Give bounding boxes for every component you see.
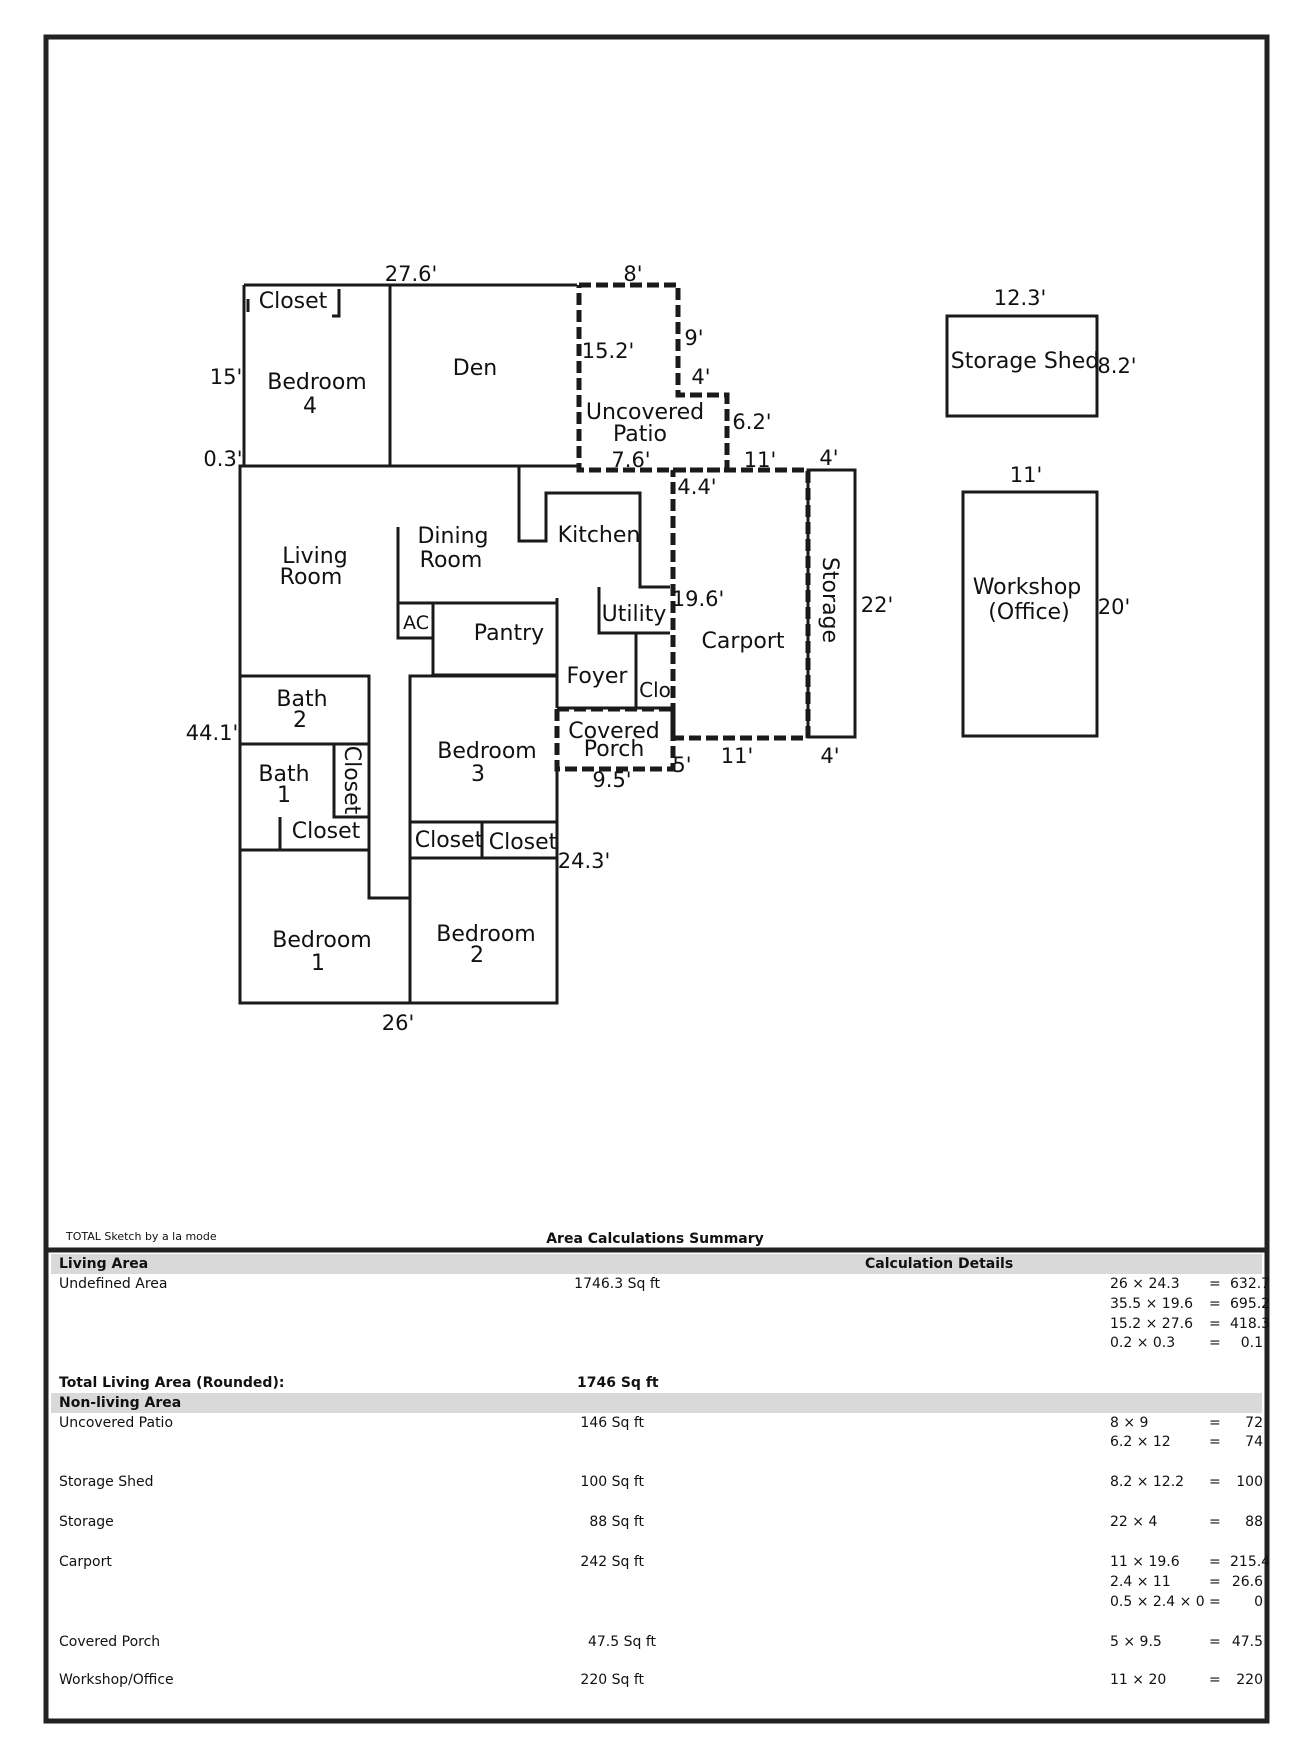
- closet-bath1-label: Closet: [291, 819, 361, 844]
- total-living-label: Total Living Area (Rounded):: [59, 1375, 285, 1391]
- dim-left-step: 0.3': [203, 447, 243, 471]
- calc-expr: 5 × 9.5: [1110, 1634, 1162, 1650]
- calc-eq: =: [1209, 1474, 1221, 1490]
- foyer-label: Foyer: [566, 664, 628, 689]
- porch-row-area: 47.5 Sq ft: [587, 1634, 656, 1650]
- calc-eq: =: [1209, 1335, 1221, 1351]
- nonliving-header: Non-living Area: [59, 1395, 182, 1411]
- bedroom1-label: Bedroom: [272, 928, 372, 953]
- calc-eq: =: [1209, 1554, 1221, 1570]
- calc-value: 695.2: [1230, 1296, 1271, 1312]
- calc-eq: =: [1209, 1415, 1221, 1431]
- calc-eq: =: [1209, 1276, 1221, 1292]
- calc-value: 47.5: [1231, 1634, 1263, 1650]
- living-area-header-bar: [51, 1254, 1262, 1274]
- uncovered-patio-label-2: Patio: [613, 422, 667, 447]
- closet-bedroom3-a-label: Closet: [414, 828, 484, 853]
- carport-row-label: Carport: [59, 1554, 112, 1570]
- carport-label: Carport: [701, 629, 785, 654]
- calc-expr: 26 × 24.3: [1110, 1276, 1180, 1292]
- living-room-label-2: Room: [279, 565, 343, 590]
- kitchen-label: Kitchen: [557, 523, 641, 548]
- calc-expr: 35.5 × 19.6: [1110, 1296, 1193, 1312]
- nonliving-header-bar: [51, 1393, 1262, 1413]
- calc-eq: =: [1209, 1634, 1221, 1650]
- calc-eq: =: [1209, 1574, 1221, 1590]
- dim-patio-step: 4': [691, 365, 711, 389]
- storage-row-label: Storage: [59, 1514, 114, 1530]
- uncovered-patio-label: Uncovered: [585, 400, 705, 425]
- bedroom4-label: Bedroom: [267, 370, 367, 395]
- calc-expr: 6.2 × 12: [1110, 1434, 1171, 1450]
- calc-eq: =: [1209, 1434, 1221, 1450]
- porch-row-label: Covered Porch: [59, 1634, 161, 1650]
- dim-left-main: 44.1': [185, 721, 239, 745]
- utility-label: Utility: [601, 602, 667, 627]
- patio-row-label: Uncovered Patio: [59, 1415, 174, 1431]
- closet-bedroom4-label: Closet: [258, 289, 328, 314]
- pantry-label: Pantry: [473, 621, 545, 646]
- storage-row-area: 88 Sq ft: [589, 1514, 644, 1530]
- calc-value: 0.1: [1240, 1335, 1263, 1351]
- calc-expr: 11 × 19.6: [1110, 1554, 1180, 1570]
- dim-shed-top: 12.3': [993, 286, 1047, 310]
- closet-bath1-vertical-label: Closet: [339, 745, 364, 815]
- workshop-label: Workshop: [972, 575, 1082, 600]
- dining-room-label-2: Room: [419, 548, 483, 573]
- page-border: [46, 37, 1271, 1721]
- calc-expr: 8.2 × 12.2: [1110, 1474, 1185, 1490]
- calc-eq: =: [1209, 1296, 1221, 1312]
- calc-value: 0: [1254, 1594, 1263, 1610]
- calc-value: 100: [1236, 1474, 1263, 1490]
- dim-patio-right-lower: 6.2': [732, 410, 772, 434]
- calc-value: 632.7: [1230, 1276, 1271, 1292]
- calc-value: 220: [1236, 1672, 1263, 1688]
- dim-bottom-main: 26': [381, 1011, 415, 1035]
- calc-expr: 15.2 × 27.6: [1110, 1316, 1193, 1332]
- bedroom1-number: 1: [311, 951, 325, 976]
- dim-porch-side: 5': [672, 753, 692, 777]
- dim-storage-bottom: 4': [820, 744, 840, 768]
- calc-expr: 0.5 × 2.4 × 0: [1110, 1594, 1205, 1610]
- dim-top-patio: 8': [623, 262, 643, 286]
- calc-value: 88: [1245, 1514, 1263, 1530]
- living-room-label: Living: [282, 544, 348, 569]
- bedroom3-label: Bedroom: [437, 739, 537, 764]
- bedroom3-number: 3: [471, 762, 485, 787]
- calc-value: 418.3: [1230, 1316, 1271, 1332]
- dim-porch-bottom: 9.5': [592, 768, 632, 792]
- carport-row-area: 242 Sq ft: [580, 1554, 644, 1570]
- workshop-row-area: 220 Sq ft: [580, 1672, 644, 1688]
- den-label: Den: [452, 356, 498, 381]
- clo-label: Clo: [639, 678, 671, 702]
- dim-workshop-top: 11': [1009, 463, 1043, 487]
- dim-patio-right-upper: 9': [684, 326, 704, 350]
- calc-value: 26.6: [1231, 1574, 1263, 1590]
- calc-expr: 2.4 × 11: [1110, 1574, 1171, 1590]
- bath1-number: 1: [277, 783, 291, 808]
- dim-patio-bottom: 7.6': [611, 448, 651, 472]
- covered-porch-label: Covered: [568, 719, 660, 744]
- total-living-value: 1746 Sq ft: [577, 1375, 659, 1391]
- bath2-label: Bath: [276, 687, 328, 712]
- software-credit: TOTAL Sketch by a la mode: [66, 1230, 217, 1243]
- bedroom2-number: 2: [470, 943, 484, 968]
- dim-top-main: 27.6': [384, 262, 438, 286]
- workshop-label-2: (Office): [988, 600, 1070, 625]
- bath1-label: Bath: [258, 762, 310, 787]
- calc-eq: =: [1209, 1316, 1221, 1332]
- shed-row-area: 100 Sq ft: [580, 1474, 644, 1490]
- storage-shed-label: Storage Shed: [950, 349, 1100, 374]
- living-area-header: Living Area: [59, 1256, 149, 1272]
- calc-value: 215.4: [1230, 1554, 1271, 1570]
- summary-title: Area Calculations Summary: [546, 1231, 764, 1247]
- dim-carport-side: 19.6': [671, 587, 725, 611]
- bath2-number: 2: [293, 708, 307, 733]
- shed-row-label: Storage Shed: [59, 1474, 154, 1490]
- dining-room-label: Dining: [417, 524, 489, 549]
- calc-expr: 0.2 × 0.3: [1110, 1335, 1176, 1351]
- undefined-area-label: Undefined Area: [59, 1276, 168, 1292]
- dim-carport-inner: 4.4': [677, 475, 717, 499]
- dim-storage-side: 22': [860, 593, 894, 617]
- bedroom4-number: 4: [303, 394, 317, 419]
- undefined-area-value: 1746.3 Sq ft: [574, 1276, 660, 1292]
- dim-shed-side: 8.2': [1097, 354, 1137, 378]
- dim-carport-top: 11': [743, 448, 777, 472]
- calc-value: 72: [1245, 1415, 1263, 1431]
- calc-eq: =: [1209, 1514, 1221, 1530]
- bedroom2-label: Bedroom: [436, 922, 536, 947]
- calc-value: 74: [1245, 1434, 1263, 1450]
- dim-bedroom-wing: 24.3': [557, 849, 611, 873]
- ac-label: AC: [403, 612, 429, 634]
- calc-expr: 22 × 4: [1110, 1514, 1158, 1530]
- workshop-row-label: Workshop/Office: [59, 1672, 174, 1688]
- calc-eq: =: [1209, 1594, 1221, 1610]
- calc-details-header: Calculation Details: [865, 1256, 1014, 1272]
- dim-carport-bottom: 11': [720, 744, 754, 768]
- calc-eq: =: [1209, 1672, 1221, 1688]
- closet-bedroom3-b-label: Closet: [488, 830, 558, 855]
- covered-porch-label-2: Porch: [583, 737, 645, 762]
- dim-storage-top: 4': [819, 446, 839, 470]
- walls: [240, 285, 1100, 1003]
- dim-patio-left: 15.2': [581, 339, 635, 363]
- calc-expr: 11 × 20: [1110, 1672, 1167, 1688]
- calc-expr: 8 × 9: [1110, 1415, 1149, 1431]
- dim-workshop-side: 20': [1097, 595, 1131, 619]
- patio-row-area: 146 Sq ft: [580, 1415, 644, 1431]
- storage-label: Storage: [817, 556, 842, 644]
- dim-left-upper: 15': [209, 365, 243, 389]
